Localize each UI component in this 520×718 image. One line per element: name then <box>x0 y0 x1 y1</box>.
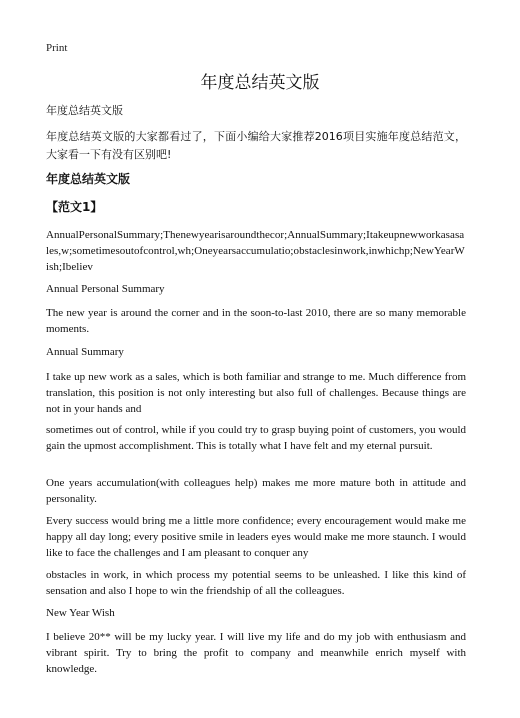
paragraph-new-year: The new year is around the corner and in the soon-to-last 2010, there are so many memorable moments. <box>46 307 466 335</box>
paragraph-believe: I believe 20** will be my lucky year. I will live my life and do my job with enthusiasm and vibrant spirit. Try to bring the profit to company and meanwhile enrich myself with knowledge. <box>46 631 466 675</box>
section-heading: 年度总结英文版 <box>46 172 131 186</box>
print-label[interactable]: Print <box>46 42 68 54</box>
paragraph-every-success: Every success would bring me a little more confidence; every encouragement would make me happy all day long; every positive smile in leaders eyes would make me more staunch. I would like to face the challenges and I am pleasant to conquer any <box>46 515 466 559</box>
paragraph-one-years: One years accumulation(with colleagues help) makes me more mature both in attitude and personality. <box>46 477 466 505</box>
paragraph-sales: I take up new work as a sales, which is both familiar and strange to me. Much difference from translation, this position is not only interesting but also full of challenges. Because things are not in your hands and <box>46 371 466 415</box>
intro-paragraph: 年度总结英文版的大家都看过了，下面小编给大家推荐2016项目实施年度总结范文，大家看一下有没有区别吧! <box>46 130 466 161</box>
heading-new-year-wish: New Year Wish <box>46 607 115 619</box>
heading-annual-personal-summary: Annual Personal Summary <box>46 283 165 295</box>
heading-annual-summary: Annual Summary <box>46 346 124 358</box>
paragraph-obstacles: obstacles in work, in which process my potential seems to be unleashed. I like this kind of sensation and also I hope to win the friendship of all the colleagues. <box>46 569 466 597</box>
subtitle: 年度总结英文版 <box>46 104 123 117</box>
paragraph-sometimes: sometimes out of control, while if you could try to grasp buying point of customers, you would gain the upmost accomplishment. This is totally what I have felt and my eternal pursuit. <box>46 424 466 452</box>
example-label: 【范文1】 <box>46 200 103 214</box>
keywords-paragraph: AnnualPersonalSummary;Thenewyearisaroundthecor;AnnualSummary;Itakeupnewworkasasales,w;sometimesoutofcontrol,wh;Oneyearsaccumulatio;obstaclesinwork,inwhichp;NewYearWish;Ibeliev <box>46 229 465 273</box>
page-title: 年度总结英文版 <box>200 73 320 93</box>
